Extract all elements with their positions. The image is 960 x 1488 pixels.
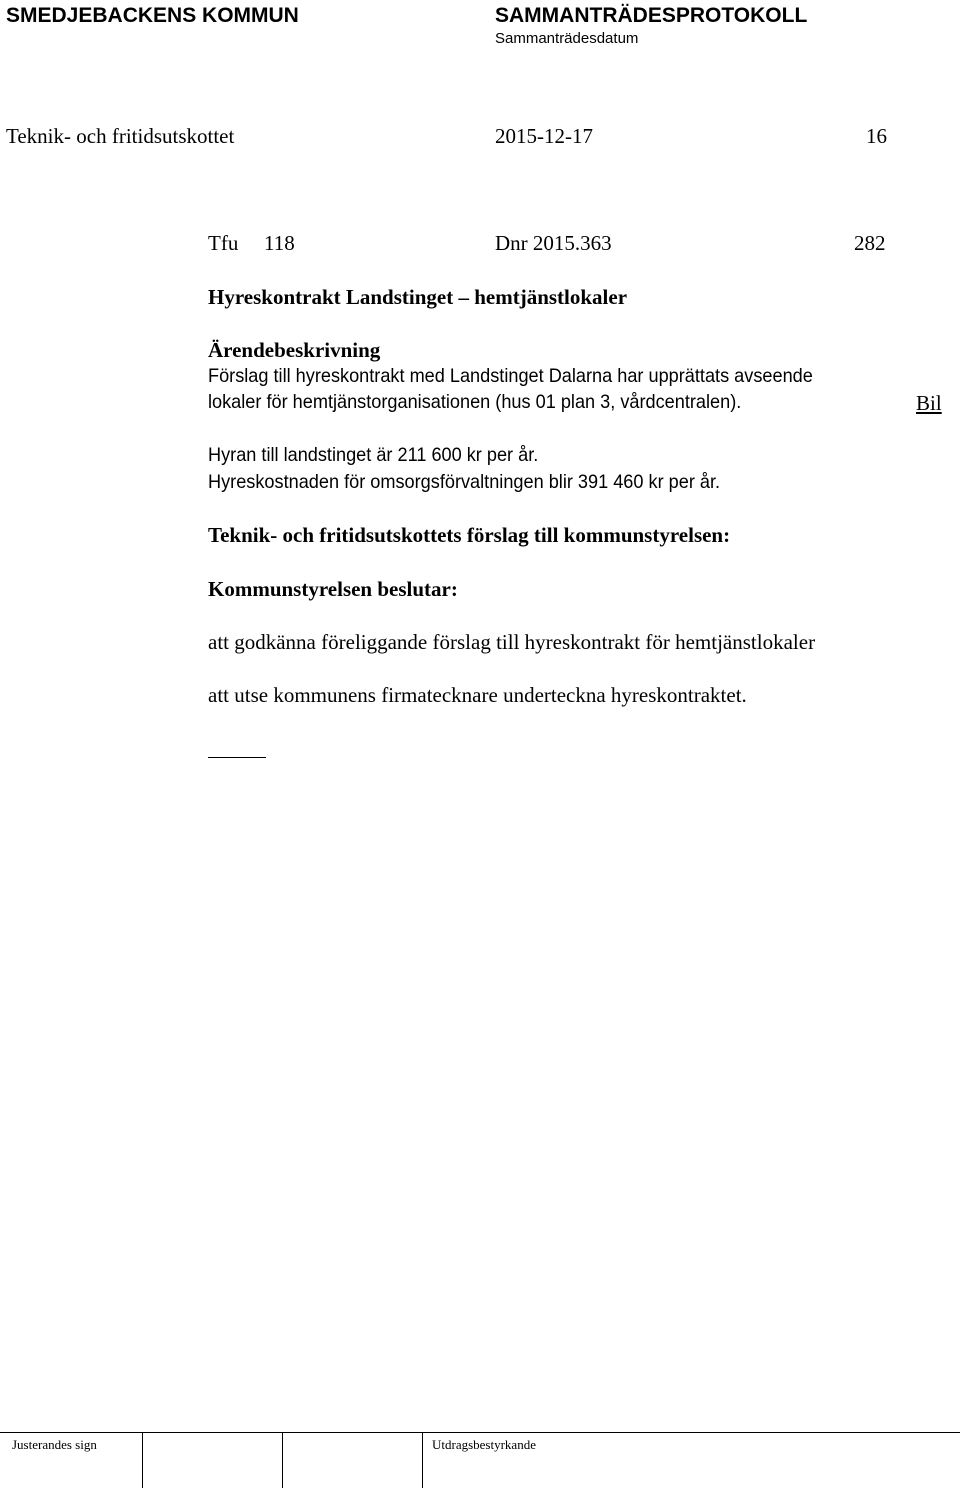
description-line-1: Förslag till hyreskontrakt med Landstinget Dalarna har upprättats avseende [208, 365, 813, 387]
decision-item-1: att godkänna föreliggande förslag till hyreskontrakt för hemtjänstlokaler [208, 630, 816, 654]
footer-extract-label: Utdragsbestyrkande [432, 1437, 536, 1452]
footer-divider-1 [142, 1432, 143, 1488]
meeting-date-label: Sammanträdesdatum [495, 30, 639, 47]
reference-number: 282 [854, 231, 886, 255]
proposal-heading: Teknik- och fritidsutskottets förslag till kommunstyrelsen: [208, 523, 731, 547]
decision-heading: Kommunstyrelsen beslutar: [208, 577, 458, 601]
decision-item-2: att utse kommunens firmatecknare underteckna hyreskontraktet. [208, 683, 747, 707]
municipality-name: SMEDJEBACKENS KOMMUN [6, 4, 299, 27]
end-rule [208, 757, 266, 758]
footer-divider-2 [282, 1432, 283, 1488]
meeting-date: 2015-12-17 [495, 124, 593, 148]
footer-top-border [0, 1432, 960, 1433]
dnr: Dnr 2015.363 [495, 231, 612, 255]
item-title: Hyreskontrakt Landstinget – hemtjänstlokaler [208, 285, 628, 309]
footer-divider-3 [422, 1432, 423, 1488]
page-number: 16 [866, 124, 887, 148]
committee-name: Teknik- och fritidsutskottet [6, 124, 235, 148]
description-heading: Ärendebeskrivning [208, 338, 381, 362]
document-type: SAMMANTRÄDESPROTOKOLL [495, 4, 808, 27]
footer-sign-label: Justerandes sign [12, 1437, 97, 1452]
description-line-2: lokaler för hemtjänstorganisationen (hus 01 plan 3, vårdcentralen). [208, 391, 742, 413]
rent-line-1: Hyran till landstinget är 211 600 kr per år. [208, 444, 539, 466]
section-number: 118 [264, 231, 295, 255]
section-label: Tfu [208, 231, 239, 255]
attachment-link[interactable]: Bil [916, 391, 942, 415]
rent-line-2: Hyreskostnaden för omsorgsförvaltningen blir 391 460 kr per år. [208, 471, 721, 493]
